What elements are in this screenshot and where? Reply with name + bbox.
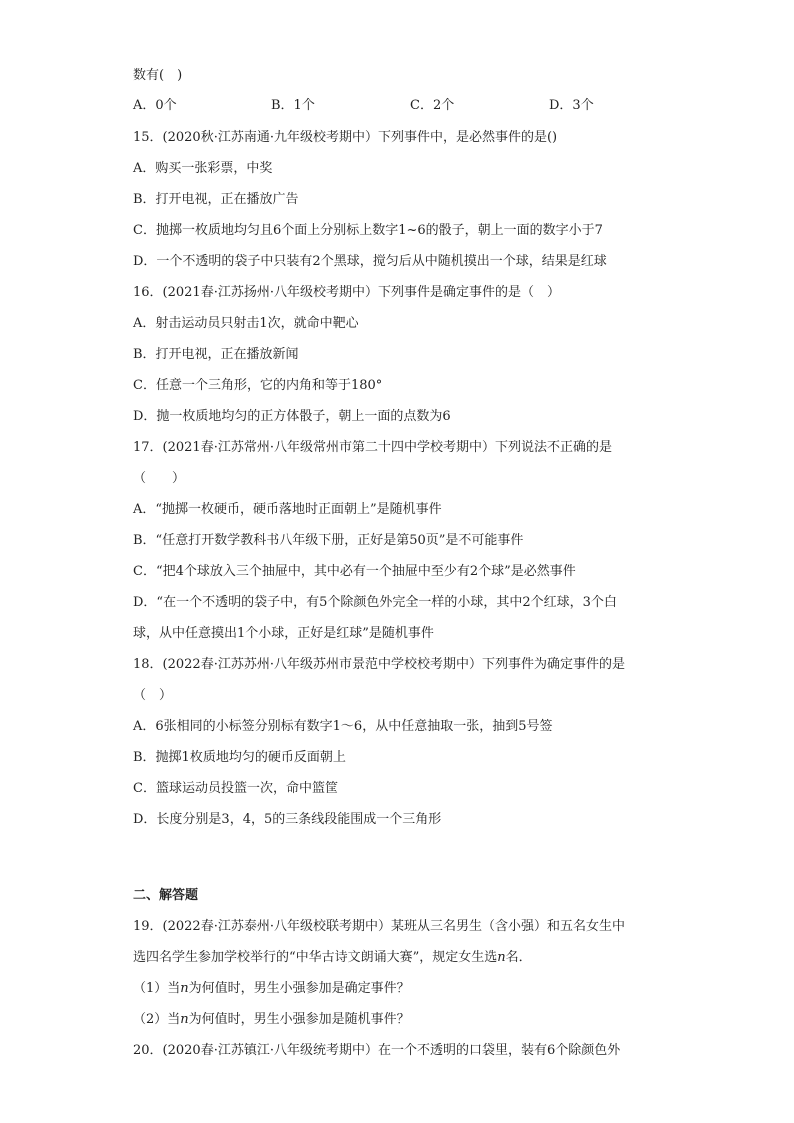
q17-option-d: D．“在一个不透明的袋子中，有5个除颜色外完全一样的小球，其中2个红球，3个白 <box>133 595 617 610</box>
variable-n: n <box>180 981 189 996</box>
q19-part-1: （1）当n为何值时，男生小强参加是确定事件？ <box>133 981 410 996</box>
q16-option-a: A．射击运动员只射击1次，就命中靶心 <box>133 316 359 331</box>
q15-option-d: D．一个不透明的袋子中只装有2个黑球，搅匀后从中随机摸出一个球，结果是红球 <box>133 254 607 269</box>
q17-option-b: B．“任意打开数学教科书八年级下册，正好是第50页”是不可能事件 <box>133 533 524 548</box>
q14-option-c: C．2个 <box>410 98 455 113</box>
q20-stem: 20．(2020春·江苏镇江·八年级统考期中）在一个不透明的口袋里，装有6个除颜色外 <box>133 1043 621 1058</box>
q16-stem: 16．(2021春·江苏扬州·八年级校考期中）下列事件是确定事件的是（ ） <box>133 285 560 300</box>
q18-blank: （ ） <box>133 688 173 703</box>
q17-stem: 17．(2021春·江苏常州·八年级常州市第二十四中学校考期中）下列说法不正确的是 <box>133 440 612 455</box>
q19-part-2: （2）当n为何值时，男生小强参加是随机事件？ <box>133 1012 410 1027</box>
q14-option-d: D．3个 <box>549 98 594 113</box>
section-heading: 二、解答题 <box>133 888 199 903</box>
q15-stem: 15．(2020秋·江苏南通·九年级校考期中）下列事件中，是必然事件的是() <box>133 130 558 145</box>
q14-option-b: B．1个 <box>271 98 315 113</box>
q19-stem-cont: 选四名学生参加学校举行的“中华古诗文朗诵大赛”，规定女生选n名． <box>133 950 532 965</box>
q14-option-a: A．0个 <box>133 98 177 113</box>
q14-continuation: 数有( ) <box>133 68 183 83</box>
q15-option-b: B．打开电视，正在播放广告 <box>133 192 299 207</box>
variable-n: n <box>180 1012 189 1027</box>
variable-n: n <box>497 950 506 965</box>
q18-stem: 18．(2022春·江苏苏州·八年级苏州市景范中学校校考期中）下列事件为确定事件的是 <box>133 657 625 672</box>
q16-option-c: C．任意一个三角形，它的内角和等于180° <box>133 378 383 393</box>
q18-option-c: C．篮球运动员投篮一次，命中篮筐 <box>133 781 338 796</box>
q18-option-b: B．抛掷1枚质地均匀的硬币反面朝上 <box>133 750 346 765</box>
q17-blank: （ ） <box>133 471 186 486</box>
q17-option-a: A．“抛掷一枚硬币，硬币落地时正面朝上”是随机事件 <box>133 502 442 517</box>
q16-option-b: B．打开电视，正在播放新闻 <box>133 347 299 362</box>
q18-option-d: D．长度分别是3，4，5的三条线段能围成一个三角形 <box>133 812 442 827</box>
q15-option-c: C．抛掷一枚质地均匀且6个面上分别标上数字1~6的骰子，朝上一面的数字小于7 <box>133 223 603 238</box>
q19-stem: 19．(2022春·江苏泰州·八年级校联考期中）某班从三名男生（含小强）和五名女生中 <box>133 919 625 934</box>
q16-option-d: D．抛一枚质地均匀的正方体骰子，朝上一面的点数为6 <box>133 409 451 424</box>
q17-option-c: C．“把4个球放入三个抽屉中，其中必有一个抽屉中至少有2个球”是必然事件 <box>133 564 576 579</box>
q18-option-a: A．6张相同的小标签分别标有数字1～6，从中任意抽取一张，抽到5号签 <box>133 719 553 734</box>
q15-option-a: A．购买一张彩票，中奖 <box>133 161 273 176</box>
q17-option-d-cont: 球，从中任意摸出1个小球，正好是红球”是随机事件 <box>133 626 434 641</box>
